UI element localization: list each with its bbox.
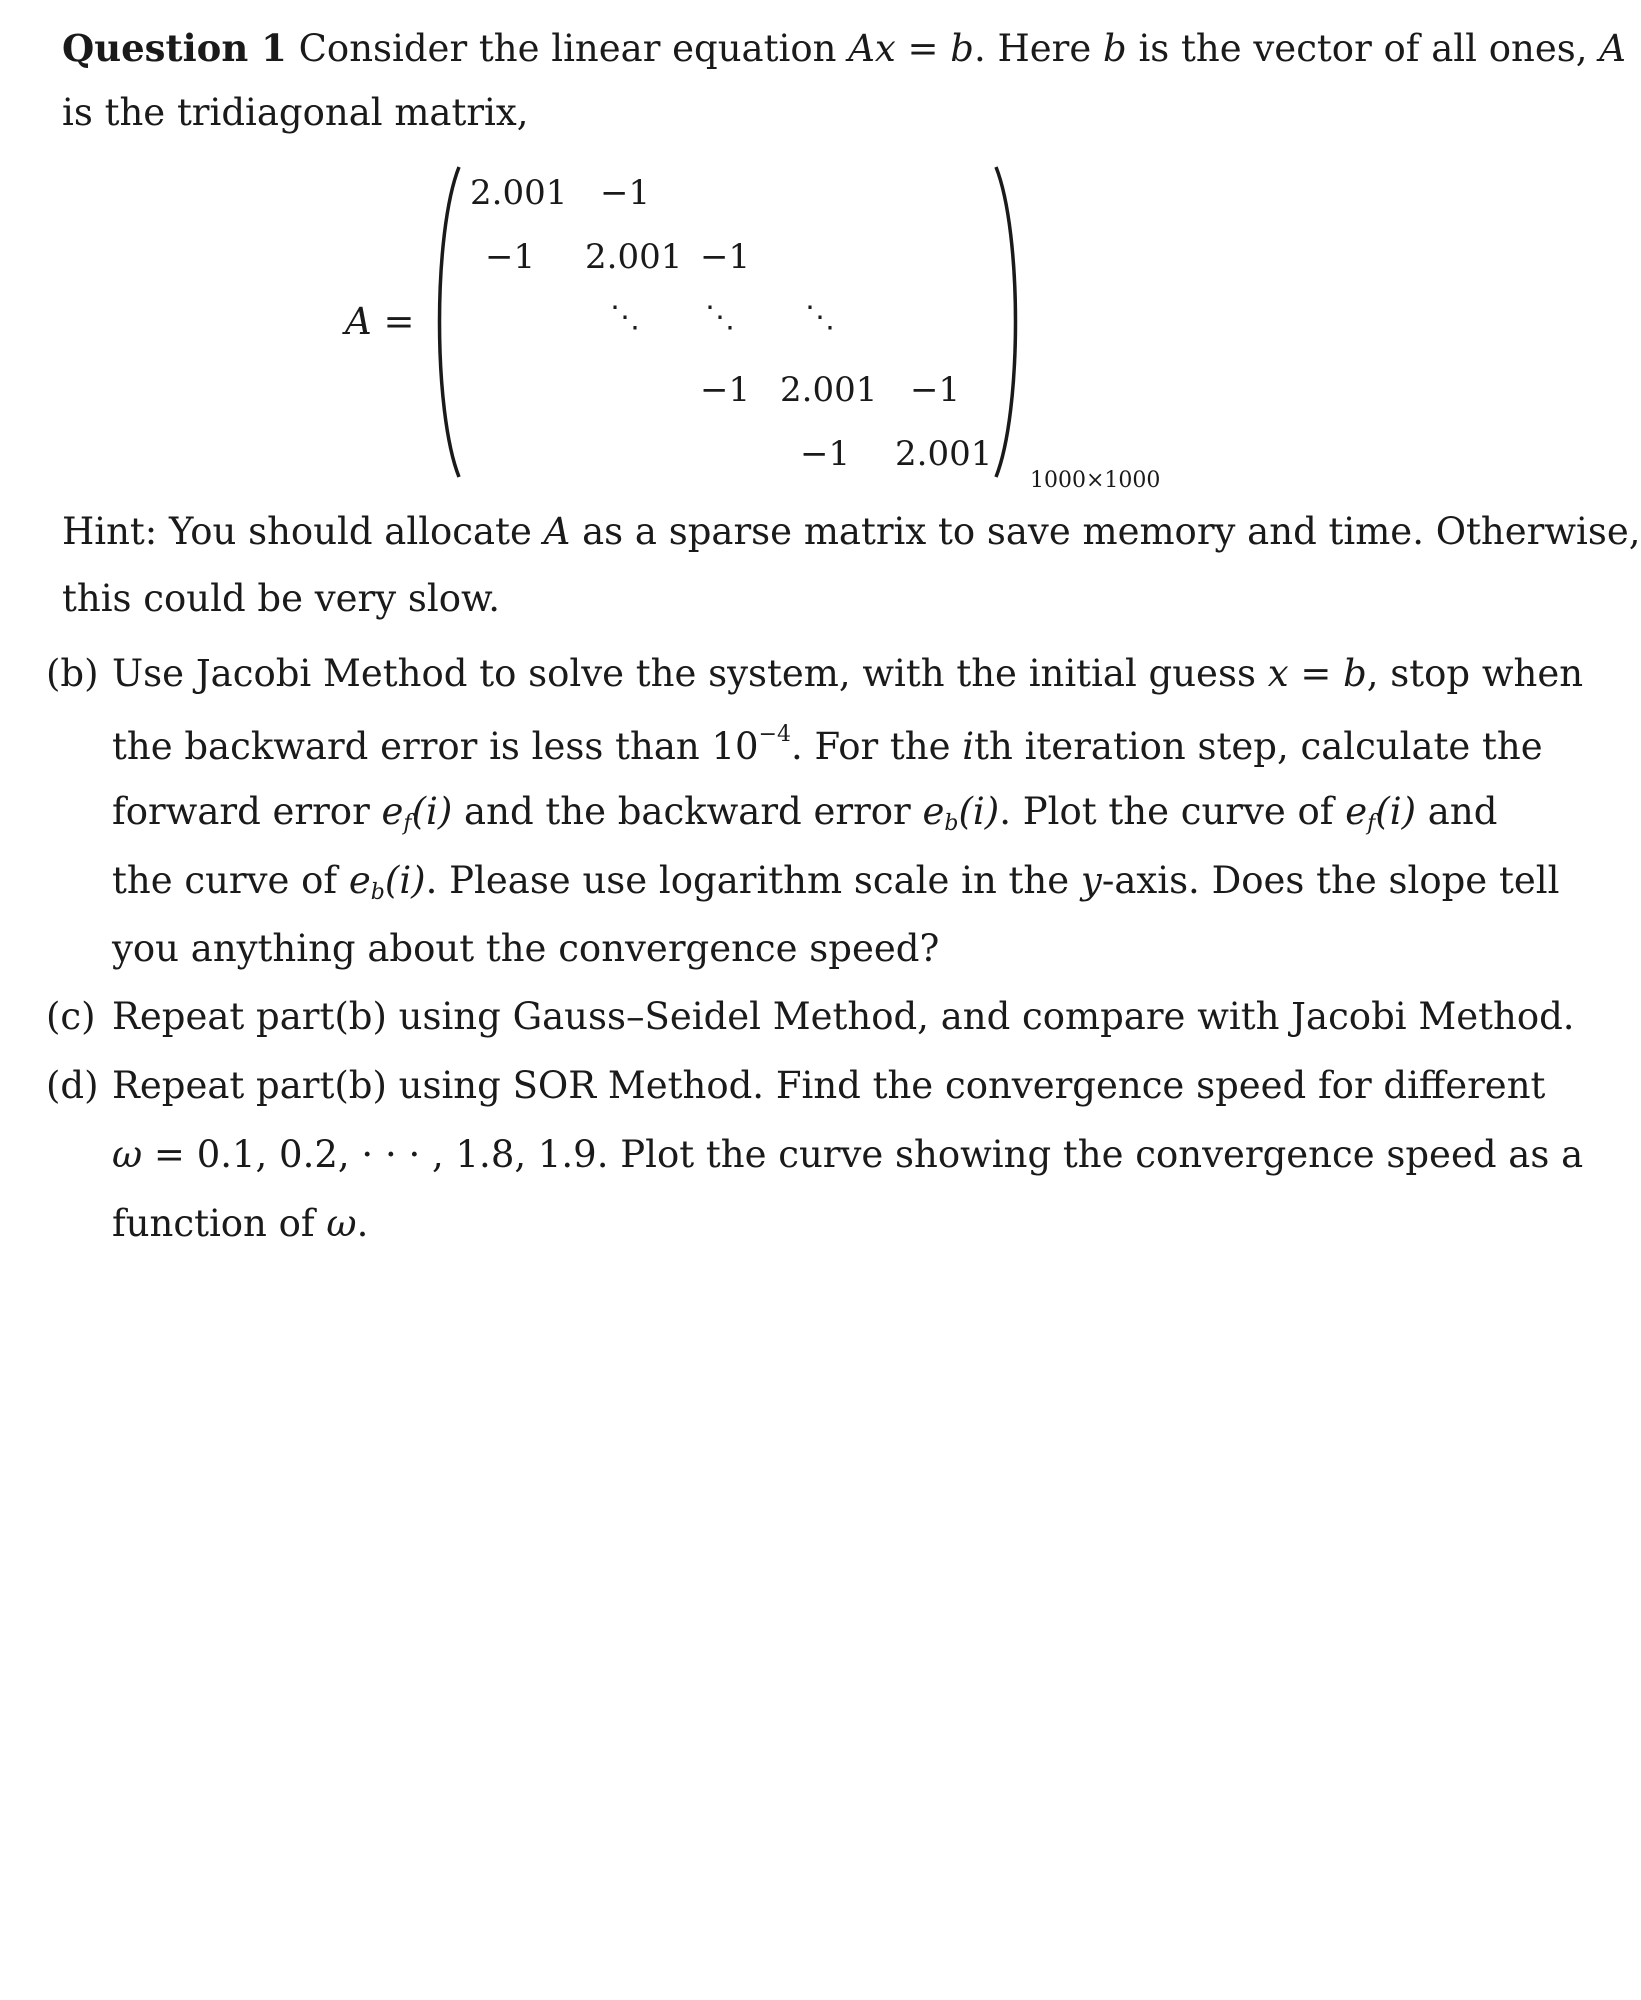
matrix-cell: 2.001 [895,434,993,474]
question-line-1: Question 1 Consider the linear equation Ax = b. Here b is the vector of all ones, A [62,26,1626,70]
diagonal-dots: ⋱ [805,300,835,335]
part-b-line-1: Use Jacobi Method to solve the system, with the initial guess x = b, stop when [112,652,1584,695]
part-b-label: (b) [46,652,99,695]
matrix-cell: 2.001 [470,173,568,213]
part-b-line-5: you anything about the convergence speed? [112,927,940,970]
diagonal-dots: ⋱ [610,300,640,335]
part-c-line-1: Repeat part(b) using Gauss–Seidel Method, and compare with Jacobi Method. [112,995,1575,1038]
left-parenthesis [425,163,465,481]
matrix-cell: −1 [910,370,961,410]
question-label: Question 1 [62,26,287,70]
right-parenthesis [990,163,1030,481]
matrix-cell: −1 [600,173,651,213]
hint-line-2: this could be very slow. [62,577,501,620]
matrix-lhs: A = [345,300,415,343]
part-d-line-2: ω = 0.1, 0.2, · · · , 1.8, 1.9. Plot the curve showing the convergence speed as a [112,1133,1584,1176]
matrix-cell: 2.001 [780,370,878,410]
matrix-cell: −1 [800,434,851,474]
diagonal-dots: ⋱ [705,300,735,335]
equation-ax-b: Ax = b [848,27,974,70]
matrix-cell: −1 [485,237,536,277]
part-d-line-1: Repeat part(b) using SOR Method. Find the convergence speed for different [112,1064,1546,1107]
part-d-line-3: function of ω. [112,1202,369,1245]
part-d-label: (d) [46,1064,99,1107]
matrix-cell: −1 [700,237,751,277]
part-c-label: (c) [46,995,96,1038]
matrix-cell: 2.001 [585,237,683,277]
question-line-2: is the tridiagonal matrix, [62,91,529,134]
hint-line-1: Hint: You should allocate A as a sparse matrix to save memory and time. Otherwise, [62,510,1641,553]
part-b-line-4: the curve of $e_b(i)$. Please use logarithm scale in the y-axis. Does the slope tell [112,859,1560,905]
matrix-cell: −1 [700,370,751,410]
matrix-size: 1000×1000 [1030,468,1161,493]
part-b-line-2: the backward error is less than $10^{-4}$. For the ith iteration step, calculate the [112,722,1543,768]
part-b-line-3: forward error $e_f(i)$ and the backward error $e_b(i)$. Plot the curve of $e_f(i)$ and [112,790,1498,836]
